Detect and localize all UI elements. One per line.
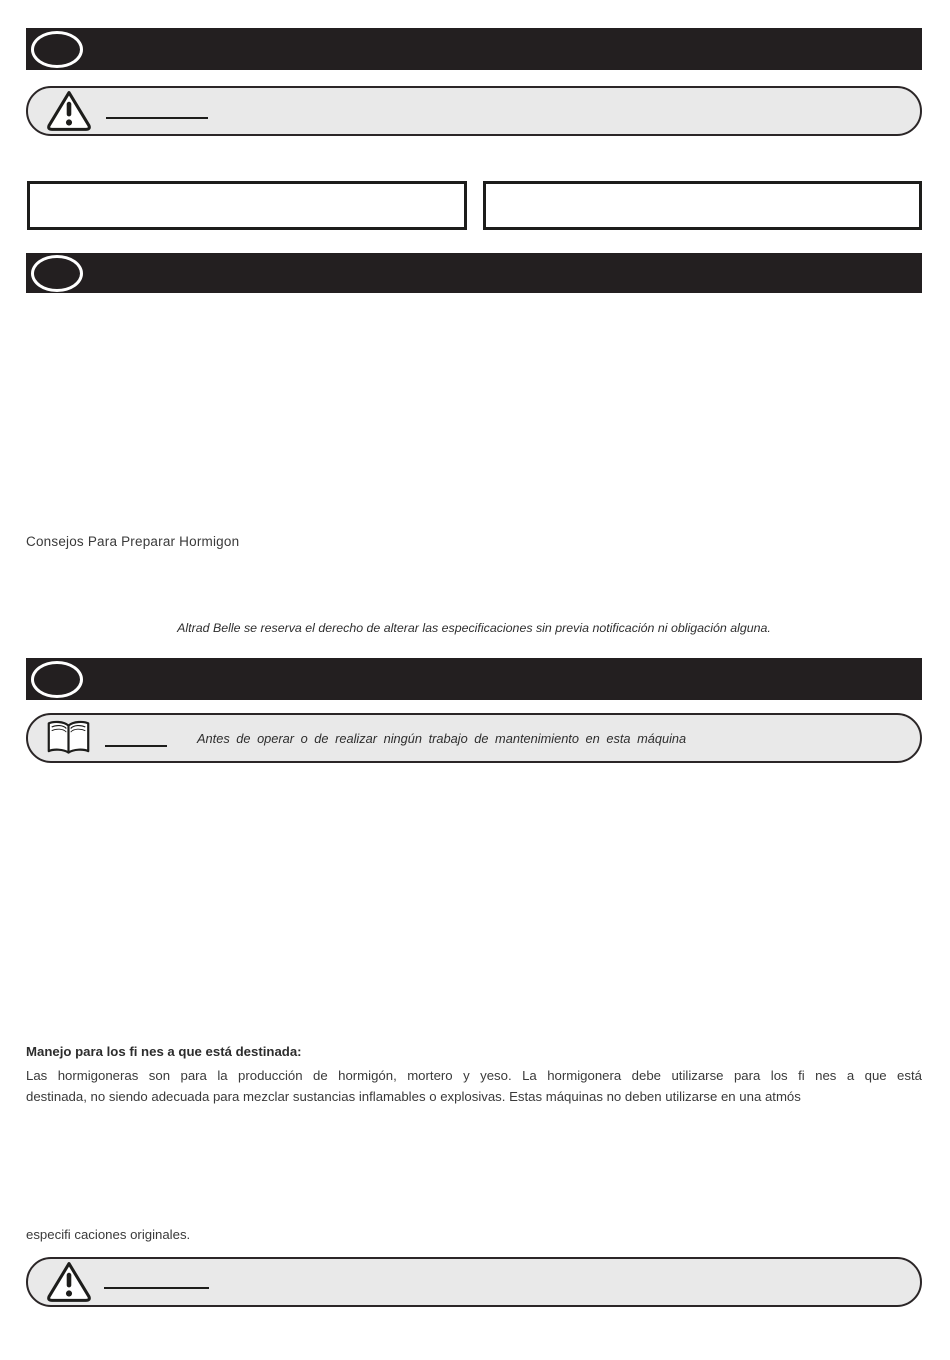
tips-line: Consejos Para Preparar Hormigon [26, 534, 240, 549]
section-oval-icon [31, 661, 83, 698]
disclaimer-line: Altrad Belle se reserva el derecho de alterar las especificaciones sin previa notificación ni obligación alguna. [177, 621, 771, 635]
warning-triangle-icon [46, 90, 92, 132]
intended-use-heading: Manejo para los fi nes a que está destinada: [26, 1044, 302, 1059]
blank-rule-line [106, 117, 208, 119]
warning-panel-top [26, 86, 922, 136]
section-bar-1 [26, 28, 922, 70]
section-oval-icon [31, 255, 83, 292]
section-bar-2 [26, 253, 922, 293]
section-bar-3 [26, 658, 922, 700]
section-oval-icon [31, 31, 83, 68]
blank-rule-line [105, 745, 167, 747]
manual-notice-panel [26, 713, 922, 763]
empty-box-left [27, 181, 467, 230]
warning-panel-bottom [26, 1257, 922, 1307]
empty-box-right [483, 181, 922, 230]
blank-rule-line [104, 1287, 209, 1289]
warning-triangle-icon [46, 1261, 92, 1303]
open-book-icon [44, 719, 93, 757]
spec-footer-line: especifi caciones originales. [26, 1227, 191, 1242]
manual-notice-text: Antes de operar o de realizar ningún trabajo de mantenimiento en esta máquina [197, 730, 687, 746]
intended-use-line2: destinada, no siendo adecuada para mezclar sustancias inflamables o explosivas. Estas máquinas no deben utilizarse en una atmós [26, 1089, 801, 1104]
intended-use-line1: Las hormigoneras son para la producción de hormigón, mortero y yeso. La hormigonera debe utilizarse para los fi nes a que está [26, 1068, 922, 1083]
